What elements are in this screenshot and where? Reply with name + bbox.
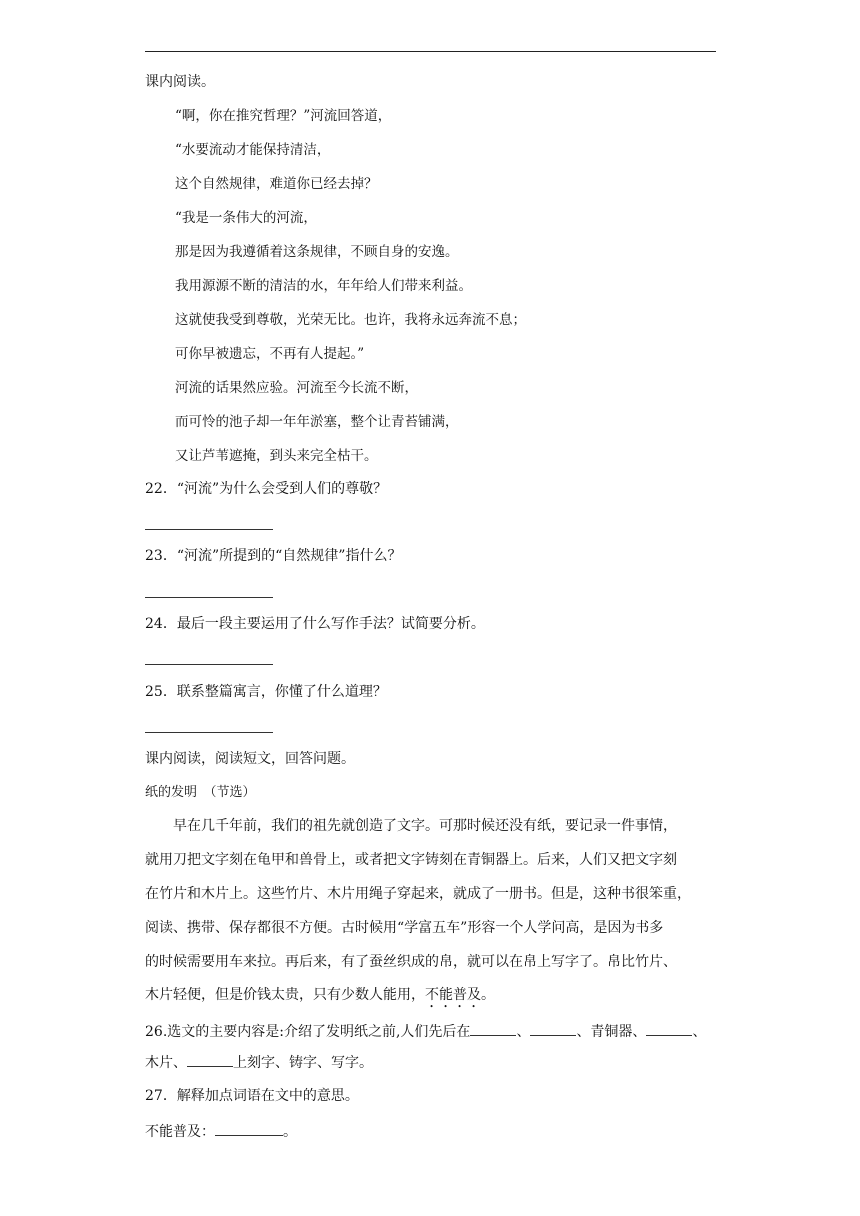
question-27-sub <box>145 1121 297 1142</box>
question-24: 24．最后一段主要运用了什么写作手法？试简要分析。 <box>145 616 485 632</box>
top-rule <box>145 51 716 52</box>
poem-line: 这就使我受到尊敬，光荣无比。也许，我将永远奔流不息； <box>175 312 526 328</box>
section2-heading: 课内阅读，阅读短文，回答问题。 <box>145 751 355 767</box>
poem-line: 又让芦苇遮掩，到头来完全枯干。 <box>175 448 378 464</box>
prose-line: 阅读、携带、保存都很不方便。古时候用“学富五车”形容一个人学问高，是因为书多 <box>145 920 664 936</box>
prose-line-last <box>145 985 716 1011</box>
poem-line: 可你早被遗忘，不再有人提起。” <box>175 346 365 362</box>
answer-blank-25[interactable] <box>145 732 273 733</box>
section1-heading: 课内阅读。 <box>145 74 215 90</box>
separator: 、青铜器、 <box>576 1024 647 1040</box>
answer-blank-24[interactable] <box>145 664 273 665</box>
question-23: 23．“河流”所提到的“自然规律”指什么？ <box>145 548 402 564</box>
prose-line: 在竹片和木片上。这些竹片、木片用绳子穿起来，就成了一册书。但是，这种书很笨重， <box>145 886 691 902</box>
prose-text: 木片轻便，但是价钱太贵，只有少数人能用， <box>145 987 425 1003</box>
poem-line: “啊，你在推究哲理？”河流回答道， <box>175 108 392 124</box>
prose-text: 。 <box>481 987 495 1003</box>
fill-blank[interactable] <box>646 1021 692 1036</box>
dotted-phrase: 不能普及 <box>425 987 481 1003</box>
question-26-text: 26.选文的主要内容是:介绍了发明纸之前,人们先后在 <box>145 1024 471 1040</box>
question-22: 22．“河流”为什么会受到人们的尊敬？ <box>145 481 388 497</box>
question-26-text: 上刻字、铸字、写字。 <box>233 1055 373 1071</box>
question-25: 25．联系整篇寓言，你懂了什么道理？ <box>145 684 387 700</box>
question-26-line2 <box>145 1052 373 1073</box>
question-26 <box>145 1021 706 1042</box>
question-26-text: 木片、 <box>145 1055 187 1071</box>
question-27: 27．解释加点词语在文中的意思。 <box>145 1088 359 1104</box>
poem-line: 而可怜的池子却一年年淤塞，整个让青苔铺满， <box>175 414 459 430</box>
fill-blank[interactable] <box>470 1021 516 1036</box>
prose-line: 就用刀把文字刻在龟甲和兽骨上，或者把文字铸刻在青铜器上。后来，人们又把文字刻 <box>145 852 677 868</box>
separator: 、 <box>692 1024 707 1040</box>
prose-line: 早在几千年前，我们的祖先就创造了文字。可那时候还没有纸，要记录一件事情， <box>145 818 677 834</box>
answer-blank-22[interactable] <box>145 529 273 530</box>
question-27-label: 不能普及： <box>145 1124 215 1140</box>
poem-line: “水要流动才能保持清洁， <box>175 142 331 158</box>
poem-line: 河流的话果然应验。河流至今长流不断， <box>175 380 418 396</box>
poem-line: 那是因为我遵循着这条规律，不顾自身的安逸。 <box>175 244 459 260</box>
fill-blank[interactable] <box>530 1021 576 1036</box>
separator: 、 <box>516 1024 531 1040</box>
poem-line: 我用源源不断的清洁的水，年年给人们带来利益。 <box>175 278 472 294</box>
fill-blank[interactable] <box>187 1052 233 1067</box>
poem-line: 这个自然规律，难道你已经去掉？ <box>175 176 378 192</box>
answer-blank-23[interactable] <box>145 597 273 598</box>
prose-line: 的时候需要用车来拉。再后来，有了蚕丝织成的帛，就可以在帛上写字了。帛比竹片、 <box>145 954 677 970</box>
passage-title: 纸的发明 （节选） <box>145 785 256 800</box>
question-27-end: 。 <box>283 1124 297 1140</box>
fill-blank[interactable] <box>215 1121 283 1136</box>
poem-line: “我是一条伟大的河流， <box>175 210 317 226</box>
